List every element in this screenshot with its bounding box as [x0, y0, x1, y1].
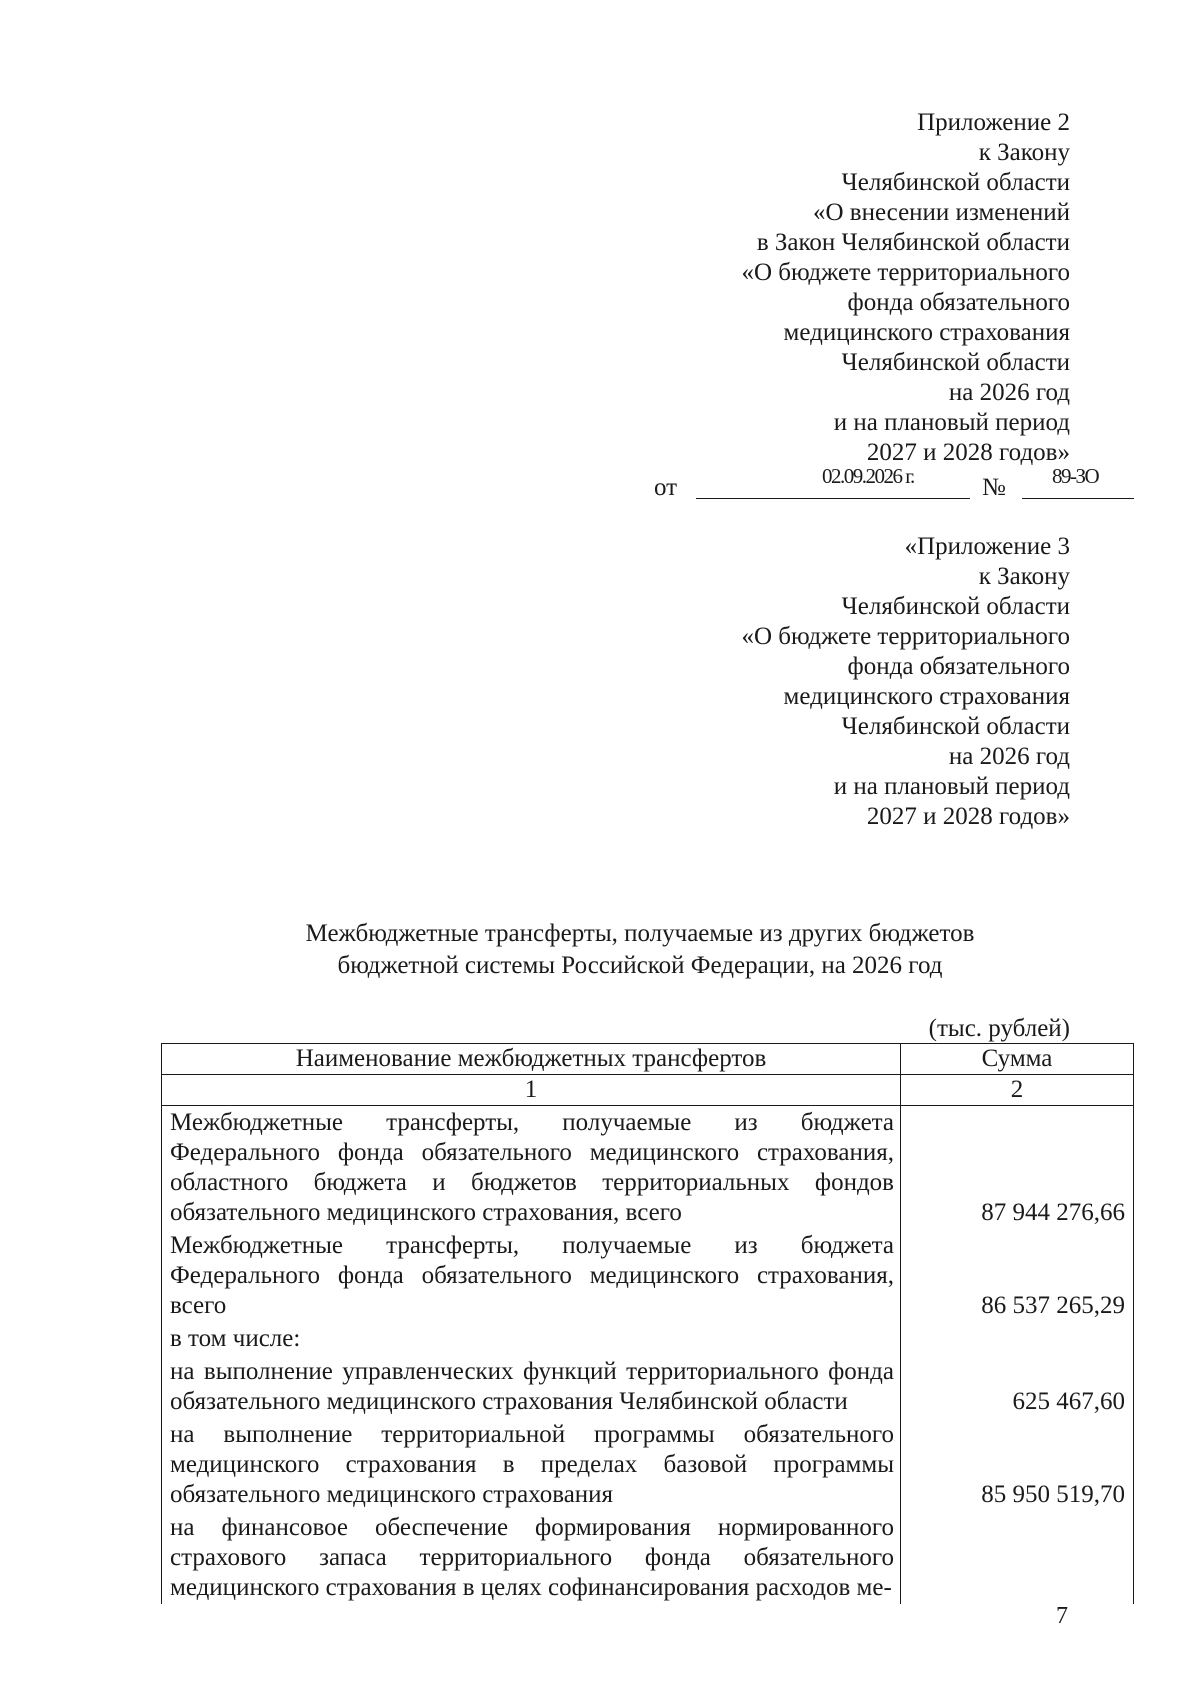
law-date: 02.09.2026 г. — [822, 464, 914, 488]
annex-2-line: Челябинской области — [841, 349, 1070, 376]
annex-2-line: и на плановый период — [833, 409, 1070, 436]
annex-3-line: Челябинской области — [841, 593, 1070, 620]
number-label: № — [982, 474, 1006, 501]
annex-2-line: к Закону — [978, 139, 1070, 166]
column-number-2: 2 — [901, 1075, 1134, 1106]
from-label: от — [654, 474, 678, 501]
table-body — [162, 1106, 1134, 1605]
number-underline — [1022, 498, 1134, 499]
table-row — [162, 1511, 1134, 1604]
transfer-name: Межбюджетные трансферты, получаемые из бюджета Федерального фонда обязательного медицинского страхования, областного бюджета и бюджетов территориальных фондов обязательного медицинского страхования, всего — [162, 1106, 901, 1230]
table-row — [162, 1229, 1134, 1322]
transfers-table — [161, 1043, 1134, 1604]
annex-3-line: 2027 и 2028 годов» — [866, 803, 1070, 830]
units-label: (тыс. рублей) — [928, 1015, 1070, 1042]
transfer-name: в том числе: — [162, 1322, 901, 1355]
transfer-name: на выполнение территориальной программы обязательного медицинского страхования в пределах базовой программы обязательного медицинского страхования — [162, 1418, 901, 1511]
transfer-amount: 85 950 519,70 — [901, 1418, 1134, 1511]
annex-2-line: «О внесении изменений — [812, 199, 1070, 226]
transfer-amount — [901, 1511, 1134, 1604]
transfer-name: на выполнение управленческих функций территориального фонда обязательного медицинского страхования Челябинской области — [162, 1355, 901, 1418]
table-row — [162, 1418, 1134, 1511]
transfer-name: на финансовое обеспечение формирования нормированного страхового запаса территориального фонда обязательного медицинского страхования в целях софинансирования расходов ме- — [162, 1511, 901, 1604]
transfer-amount: 86 537 265,29 — [901, 1229, 1134, 1322]
date-underline — [696, 498, 970, 499]
signature-line — [654, 462, 1134, 502]
annex-2-line: медицинского страхования — [783, 319, 1070, 346]
annex-2-line: 2027 и 2028 годов» — [866, 439, 1070, 466]
header-amount: Сумма — [901, 1044, 1134, 1075]
annex-3-line: на 2026 год — [948, 743, 1070, 770]
annex-2-line: в Закон Челябинской области — [756, 229, 1070, 256]
header-name: Наименование межбюджетных трансфертов — [162, 1044, 901, 1075]
annex-2-line: фонда обязательного — [847, 289, 1070, 316]
annex-2-line: на 2026 год — [948, 379, 1070, 406]
table-row — [162, 1355, 1134, 1418]
annex-3-line: фонда обязательного — [847, 653, 1070, 680]
document-title — [160, 918, 1120, 982]
annex-3-line: Челябинской области — [841, 713, 1070, 740]
annex-3-line: «Приложение 3 — [904, 533, 1070, 560]
annex-3-header — [741, 532, 1070, 832]
law-number: 89-ЗО — [1052, 464, 1099, 488]
annex-3-line: «О бюджете территориального — [741, 623, 1070, 650]
column-number-1: 1 — [162, 1075, 901, 1106]
title-line-1: Межбюджетные трансферты, получаемые из других бюджетов — [305, 920, 975, 947]
page-number: 7 — [1056, 1603, 1068, 1629]
transfer-amount — [901, 1322, 1134, 1355]
transfer-amount: 87 944 276,66 — [901, 1106, 1134, 1230]
annex-3-line: и на плановый период — [833, 773, 1070, 800]
annex-2-line: Приложение 2 — [917, 109, 1070, 136]
title-line-2: бюджетной системы Российской Федерации, на 2026 год — [337, 952, 943, 979]
table-row — [162, 1106, 1134, 1230]
annex-3-line: к Закону — [978, 563, 1070, 590]
annex-3-line: медицинского страхования — [783, 683, 1070, 710]
transfer-amount: 625 467,60 — [901, 1355, 1134, 1418]
table-row — [162, 1322, 1134, 1355]
annex-2-line: Челябинской области — [841, 169, 1070, 196]
annex-2-line: «О бюджете территориального — [741, 259, 1070, 286]
transfer-name: Межбюджетные трансферты, получаемые из бюджета Федерального фонда обязательного медицинского страхования, всего — [162, 1229, 901, 1322]
annex-2-header — [741, 108, 1070, 468]
